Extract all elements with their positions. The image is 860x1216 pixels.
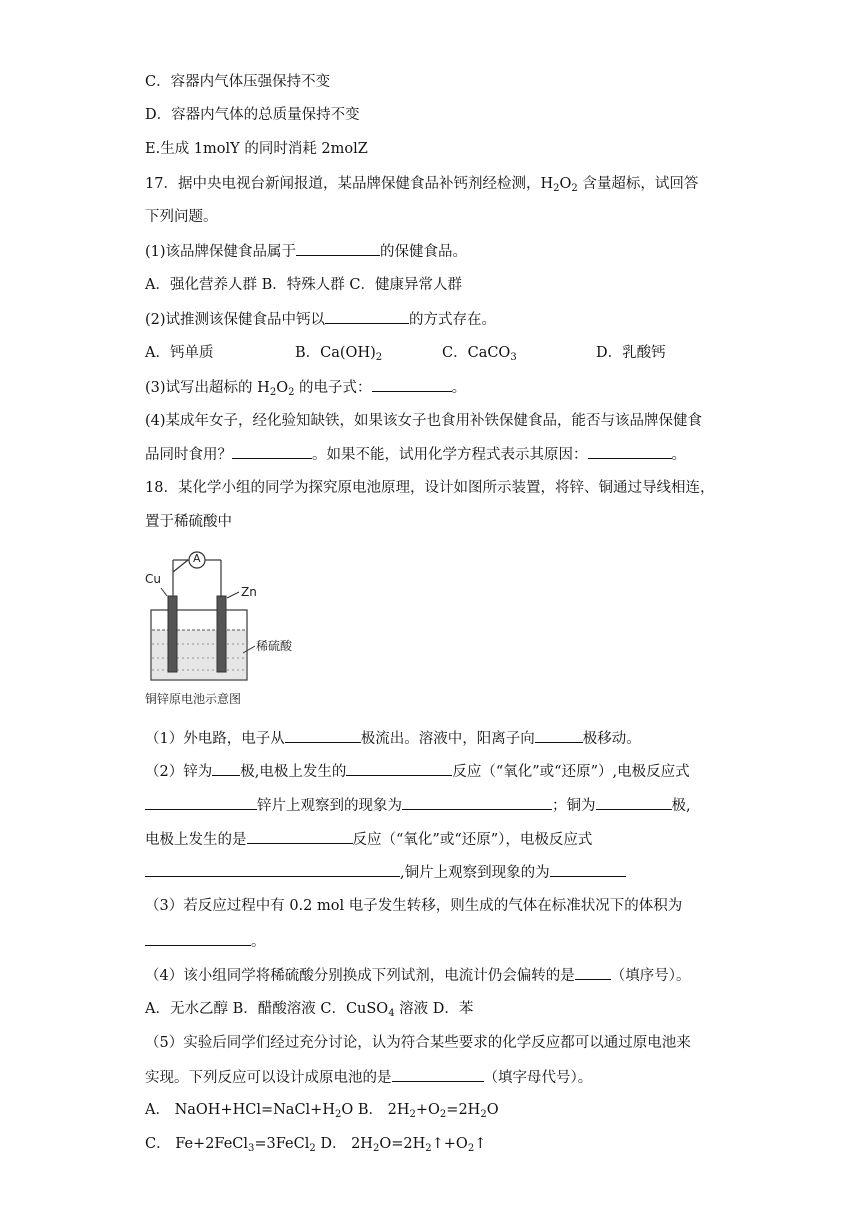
q17-part1-options: A．强化营养人群 B．特殊人群 C．健康异常人群 (145, 277, 462, 293)
q18-part2-cont2: 电极上发生的是 反应（“氧化”或“还原”），电极反应式 (145, 829, 592, 850)
q18-part3-cont: 。 (145, 931, 266, 952)
q17-part1: (1)该品牌保健食品属于 的保健食品。 (145, 241, 467, 262)
acid-label: 稀硫酸 (256, 639, 293, 653)
q18-part5: （5）实验后同学们经过充分讨论，认为符合某些要求的化学反应都可以通过原电池来 (145, 1035, 691, 1051)
zinc-electrode (217, 596, 226, 672)
answer-blank[interactable] (285, 728, 361, 743)
galvanic-cell-svg (143, 548, 303, 708)
answer-blank[interactable] (247, 829, 353, 844)
q18-part1: （1）外电路，电子从 极流出。溶液中，阳离子向 极移动。 (145, 728, 641, 749)
answer-blank[interactable] (575, 965, 611, 980)
answer-blank[interactable] (402, 795, 552, 810)
q17-part4-cont: 品同时食用？ 。如果不能，试用化学方程式表示其原因： 。 (145, 444, 686, 465)
q18-part4-options: A．无水乙醇 B．醋酸溶液 C．CuSO$_4$ 溶液 D．苯 (145, 1001, 474, 1019)
cu-pointer (161, 588, 167, 596)
zn-pointer (227, 592, 239, 598)
q18-part4: （4）该小组同学将稀硫酸分别换成下列试剂，电流计仍会偏转的是 （填序号）。 (145, 965, 690, 986)
q18-part3: （3）若反应过程中有 0.2 mol 电子发生转移，则生成的气体在标准状况下的体积为 (145, 898, 683, 914)
left-wire (173, 560, 188, 572)
q18-part5-cont: 实现。下列反应可以设计成原电池的是 （填字母代号）。 (145, 1067, 592, 1088)
q18-part5-options-cd: C． Fe+2FeCl$_3$=3FeCl$_2$ D． $2H_2O=2H_2↑+O_2↑$ (145, 1136, 487, 1154)
answer-blank[interactable] (588, 444, 672, 459)
ammeter-label: A (193, 552, 201, 565)
zn-label: Zn (241, 585, 257, 599)
answer-blank[interactable] (550, 862, 626, 877)
option-e: E.生成 1molY 的同时消耗 2molZ (145, 141, 368, 157)
option-c: C．容器内气体压强保持不变 (145, 74, 331, 90)
answer-blank[interactable] (372, 377, 452, 392)
q17-part2: (2)试推测该保健食品中钙以 的方式存在。 (145, 309, 496, 330)
q18-part2-cont3: ,铜片上观察到现象的为 (145, 862, 626, 883)
q17-part2-options: A．钙单质 B．$Ca(OH)_2$ C．CaCO$_3$ D．乳酸钙 (145, 345, 666, 363)
question-17-stem-cont: 下列问题。 (145, 209, 218, 225)
acid-solution (152, 630, 246, 679)
q17-part3: (3)试写出超标的 $H_2O_2$ 的电子式： 。 (145, 377, 466, 403)
answer-blank[interactable] (296, 241, 380, 256)
copper-electrode (168, 596, 177, 672)
answer-blank[interactable] (232, 444, 312, 459)
question-18-stem-cont: 置于稀硫酸中 (145, 514, 232, 530)
q18-part5-options-ab: A． $NaOH+HCl=NaCl+H_2O$ B． $2H_2+O_2=2H_2O$ (145, 1102, 499, 1120)
figure-caption: 铜锌原电池示意图 (145, 692, 242, 706)
answer-blank[interactable] (145, 795, 257, 810)
answer-blank[interactable] (596, 795, 672, 810)
q18-part2: （2）锌为 极,电极上发生的 反应（“氧化”或“还原”）,电极反应式 (145, 761, 690, 782)
answer-blank[interactable] (145, 862, 400, 877)
galvanic-cell-diagram (143, 548, 303, 708)
option-d: D．容器内气体的总质量保持不变 (145, 107, 360, 123)
q18-part2-cont: 锌片上观察到的现象为 ；铜为 极, (145, 795, 691, 816)
answer-blank[interactable] (346, 761, 452, 776)
answer-blank[interactable] (392, 1067, 484, 1082)
answer-blank[interactable] (325, 309, 409, 324)
answer-blank[interactable] (535, 728, 583, 743)
answer-blank[interactable] (145, 931, 251, 946)
cu-label: Cu (145, 572, 161, 586)
q17-part4: (4)某成年女子，经化验知缺铁，如果该女子也食用补铁保健食品，能否与该品牌保健食 (145, 413, 703, 429)
answer-blank[interactable] (212, 761, 240, 776)
question-17-stem: 17．据中央电视台新闻报道，某品牌保健食品补钙剂经检测，$H_2O_2$ 含量超标，试回答 (145, 176, 699, 194)
question-18-stem: 18．某化学小组的同学为探究原电池原理，设计如图所示装置，将锌、铜通过导线相连， (145, 480, 715, 496)
